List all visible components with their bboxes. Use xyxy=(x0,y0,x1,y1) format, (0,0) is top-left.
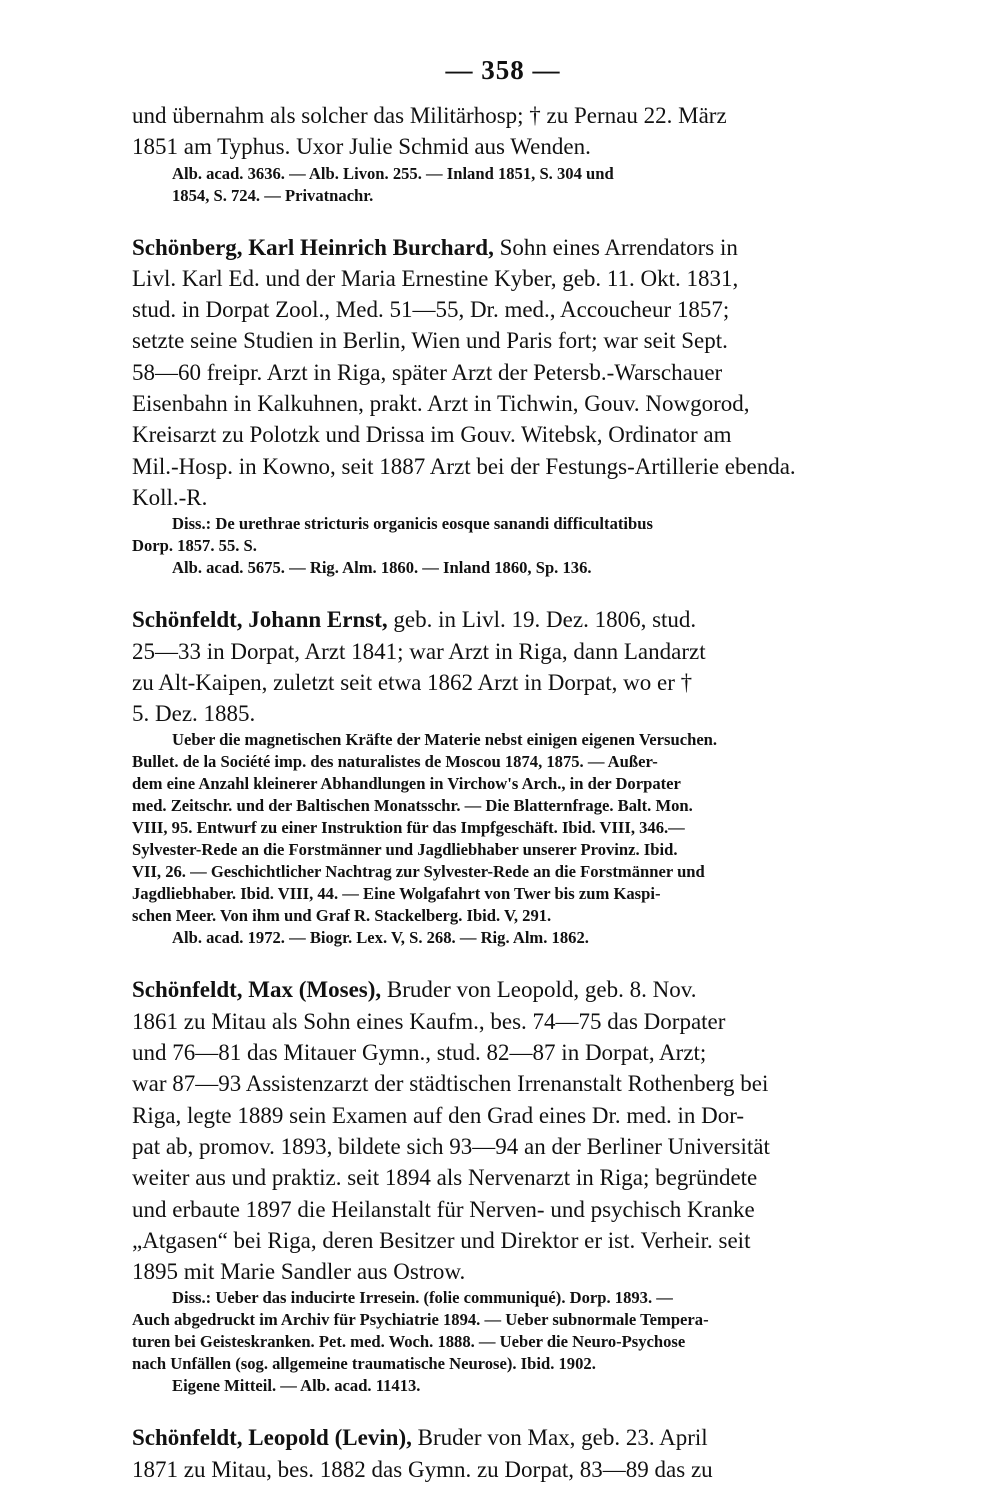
dissertation-line: med. Zeitschr. und der Baltischen Monatsschr. — Die Blatternfrage. Balt. Mon. xyxy=(132,796,693,816)
dissertation-line: VIII, 95. Entwurf zu einer Instruktion für das Impfgeschäft. Ibid. VIII, 346.— xyxy=(132,818,685,838)
dissertation-line: Sylvester-Rede an die Forstmänner und Jagdliebhaber unserer Provinz. Ibid. xyxy=(132,840,678,860)
entry-text-line: setzte seine Studien in Berlin, Wien und Paris fort; war seit Sept. xyxy=(132,328,728,354)
entry-name: Schönfeldt, Johann Ernst, xyxy=(132,607,388,633)
entry-schoenfeldt-max xyxy=(132,974,874,1397)
reference-line: Alb. acad. 1972. — Biogr. Lex. V, S. 268. — Rig. Alm. 1862. xyxy=(172,928,589,948)
entry-text-line xyxy=(132,604,874,635)
dissertation-line: Bullet. de la Société imp. des naturalistes de Moscou 1874, 1875. — Außer- xyxy=(132,752,658,772)
entry-text-line xyxy=(132,974,874,1005)
entry-text-line: Koll.-R. xyxy=(132,484,208,510)
entry-text-line: pat ab, promov. 1893, bildete sich 93—94 an der Berliner Universität xyxy=(132,1133,770,1159)
entry-text-line: weiter aus und praktiz. seit 1894 als Nervenarzt in Riga; begründete xyxy=(132,1165,758,1191)
reference-line: Alb. acad. 3636. — Alb. Livon. 255. — Inland 1851, S. 304 und xyxy=(172,163,614,183)
dissertation-line: schen Meer. Von ihm und Graf R. Stackelberg. Ibid. V, 291. xyxy=(132,906,552,926)
reference-line: Eigene Mitteil. — Alb. acad. 11413. xyxy=(172,1376,421,1396)
dissertation-line: Auch abgedruckt im Archiv für Psychiatrie 1894. — Ueber subnormale Tempera- xyxy=(132,1310,709,1330)
entry-text-line: Riga, legte 1889 sein Examen auf den Grad eines Dr. med. in Dor- xyxy=(132,1102,745,1128)
entry-text-line: Livl. Karl Ed. und der Maria Ernestine Kyber, geb. 11. Okt. 1831, xyxy=(132,265,739,291)
dissertation-line: Diss.: De urethrae stricturis organicis eosque sanandi difficultatibus xyxy=(172,514,653,534)
dissertation-line: nach Unfällen (sog. allgemeine traumatische Neurose). Ibid. 1902. xyxy=(132,1354,596,1374)
entry-text-line: stud. in Dorpat Zool., Med. 51—55, Dr. med., Accoucheur 1857; xyxy=(132,297,730,323)
page-number: — 358 — xyxy=(445,55,561,85)
entry-schoenberg xyxy=(132,232,874,580)
entry-continuation xyxy=(132,100,874,207)
entry-text-line: 5. Dez. 1885. xyxy=(132,701,256,727)
entry-text-line xyxy=(132,232,874,263)
dissertation-line: Jagdliebhaber. Ibid. VIII, 44. — Eine Wolgafahrt von Twer bis zum Kaspi- xyxy=(132,884,661,904)
page xyxy=(132,55,874,1485)
entry-text: geb. in Livl. 19. Dez. 1806, stud. xyxy=(387,607,697,633)
entry-text-line: Mil.-Hosp. in Kowno, seit 1887 Arzt bei der Festungs-Artillerie ebenda. xyxy=(132,453,796,479)
entry-schoenfeldt-johann xyxy=(132,604,874,949)
reference-line: 1854, S. 724. — Privatnachr. xyxy=(172,185,374,205)
entry-name: Schönfeldt, Leopold (Levin), xyxy=(132,1425,412,1451)
dissertation-line: Ueber die magnetischen Kräfte der Materie nebst einigen eigenen Versuchen. xyxy=(172,730,718,750)
dissertation-line: dem eine Anzahl kleinerer Abhandlungen in Virchow's Arch., in der Dorpater xyxy=(132,774,681,794)
entry-text-line: 1851 am Typhus. Uxor Julie Schmid aus Wenden. xyxy=(132,134,591,160)
dissertation-line: turen bei Geisteskranken. Pet. med. Woch. 1888. — Ueber die Neuro-Psychose xyxy=(132,1332,686,1352)
entry-text-line: zu Alt-Kaipen, zuletzt seit etwa 1862 Arzt in Dorpat, wo er † xyxy=(132,669,693,695)
entry-text: Bruder von Leopold, geb. 8. Nov. xyxy=(381,977,697,1003)
entry-text-line: und erbaute 1897 die Heilanstalt für Nerven- und psychisch Kranke xyxy=(132,1196,755,1222)
dissertation-line: Dorp. 1857. 55. S. xyxy=(132,536,257,556)
entry-name: Schönfeldt, Max (Moses), xyxy=(132,977,382,1003)
entry-text-line: und 76—81 das Mitauer Gymn., stud. 82—87 in Dorpat, Arzt; xyxy=(132,1040,707,1066)
entry-text-line: und übernahm als solcher das Militärhosp; † zu Pernau 22. März xyxy=(132,103,727,128)
entry-text-line xyxy=(132,1422,874,1453)
entry-text-line: 1871 zu Mitau, bes. 1882 das Gymn. zu Dorpat, 83—89 das zu xyxy=(132,1456,713,1482)
entry-text-line: Kreisarzt zu Polotzk und Drissa im Gouv. Witebsk, Ordinator am xyxy=(132,422,732,448)
entry-text: Sohn eines Arrendators in xyxy=(493,234,738,260)
entry-text-line: „Atgasen“ bei Riga, deren Besitzer und Direktor er ist. Verheir. seit xyxy=(132,1227,751,1253)
dissertation-line: Diss.: Ueber das inducirte Irresein. (folie communiqué). Dorp. 1893. — xyxy=(172,1288,673,1308)
dissertation-line: VII, 26. — Geschichtlicher Nachtrag zur Sylvester-Rede an die Forstmänner und xyxy=(132,862,705,882)
entry-text-line: 1895 mit Marie Sandler aus Ostrow. xyxy=(132,1259,466,1285)
entry-text: Bruder von Max, geb. 23. April xyxy=(411,1425,708,1451)
entry-text-line: 58—60 freipr. Arzt in Riga, später Arzt der Petersb.-Warschauer xyxy=(132,359,723,385)
entry-schoenfeldt-leopold xyxy=(132,1422,874,1485)
entry-text-line: Eisenbahn in Kalkuhnen, prakt. Arzt in Tichwin, Gouv. Nowgorod, xyxy=(132,391,750,417)
entry-name: Schönberg, Karl Heinrich Burchard, xyxy=(132,234,494,260)
reference-line: Alb. acad. 5675. — Rig. Alm. 1860. — Inland 1860, Sp. 136. xyxy=(172,558,592,578)
entry-text-line: war 87—93 Assistenzarzt der städtischen Irrenanstalt Rothenberg bei xyxy=(132,1071,769,1097)
entry-text-line: 1861 zu Mitau als Sohn eines Kaufm., bes. 74—75 das Dorpater xyxy=(132,1008,726,1034)
entry-text-line: 25—33 in Dorpat, Arzt 1841; war Arzt in Riga, dann Landarzt xyxy=(132,638,706,664)
